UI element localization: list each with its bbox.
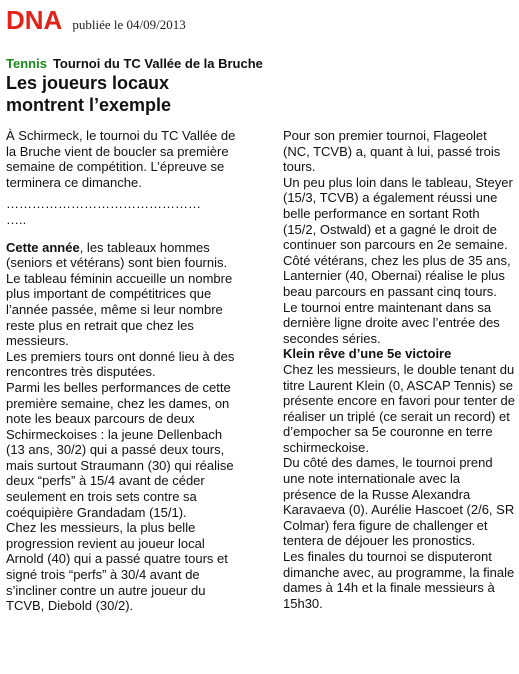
article-paragraph: Les premiers tours ont donné lieu à des rencontres très disputées.	[6, 348, 235, 380]
article-paragraph: Chez les messieurs, le double tenant du titre Laurent Klein (0, ASCAP Tennis) se présente encore en favori pour tenter de réaliser un triplé (ce serait un record) et d’empocher sa 5e couronne en terre schirmeckoise.	[283, 361, 515, 455]
headline-line-2: montrent l’exemple	[6, 95, 172, 115]
article-paragraph: Parmi les belles performances de cette première semaine, chez les dames, on note les beaux parcours de deux Schirmeckoises : la jeune Dellenbach (13 ans, 30/2) qui a passé deux tours, mais surtout Straumann (30) qui réalise deux “perfs” à 15/4 avant de céder seulement en trois sets contre sa coéquipière Grandadam (15/1).	[6, 379, 234, 520]
lead-rest: , les tableaux hommes (seniors et vétérans) sont bien fournis. Le tableau féminin accueille un nombre plus important de compétitrices que l’année passée, même si leur nombre reste plus en retrait que chez les messieurs.	[6, 239, 233, 349]
article-column-left	[6, 128, 238, 614]
lead-bold: Cette année	[6, 239, 80, 255]
headline-line-1: Les joueurs locaux	[6, 73, 170, 93]
article-paragraph: Chez les messieurs, la plus belle progression revient au joueur local Arnold (40) qui a passé quatre tours et signé trois “perfs” à 30/4 avant de s’incliner contre un autre joueur du TCVB, Diebold (30/2).	[6, 520, 228, 614]
kicker-event: Tournoi du TC Vallée de la Bruche	[52, 56, 263, 71]
article-paragraph: Le tournoi entre maintenant dans sa dernière ligne droite avec l’entrée des secondes séries.	[283, 299, 500, 346]
article-subhead: Klein rêve d’une 5e victoire	[283, 346, 452, 362]
article-column-right	[283, 128, 515, 611]
article-paragraph: Pour son premier tournoi, Flageolet (NC, TCVB) a, quant à lui, passé trois tours.	[283, 128, 501, 175]
newspaper-logo: DNA	[6, 5, 63, 35]
article-lead	[6, 240, 238, 349]
masthead	[6, 2, 186, 38]
article-paragraph: Les finales du tournoi se disputeront dimanche avec, au programme, la finale dames à 14h et la finale messieurs à 15h30.	[283, 549, 515, 611]
article-paragraph: Côté vétérans, chez les plus de 35 ans, Lanternier (40, Obernai) réalise le plus beau parcours en passant cinq tours.	[283, 252, 511, 299]
kicker-sport: Tennis	[6, 56, 47, 71]
article-intro: À Schirmeck, le tournoi du TC Vallée de la Bruche vient de boucler sa première semaine de compétition. L’épreuve se terminera ce dimanche.	[6, 128, 236, 190]
separator-line: ……………………………………… …..	[6, 196, 201, 227]
article-paragraph: Du côté des dames, le tournoi prend une note internationale avec la présence de la Russe Alexandra Karavaeva (0). Aurélie Hascoet (2/6, SR Colmar) fera figure de challenger et tentera de déjouer les pronostics.	[283, 455, 515, 549]
article-kicker	[6, 56, 263, 71]
publication-date: publiée le 04/09/2013	[72, 17, 186, 32]
article-paragraph: Un peu plus loin dans le tableau, Steyer (15/3, TCVB) a également réussi une belle performance en sortant Roth (15/2, Ostwald) et a gagné le droit de continuer son parcours en 2e semaine.	[283, 174, 513, 253]
article-headline	[6, 72, 306, 116]
